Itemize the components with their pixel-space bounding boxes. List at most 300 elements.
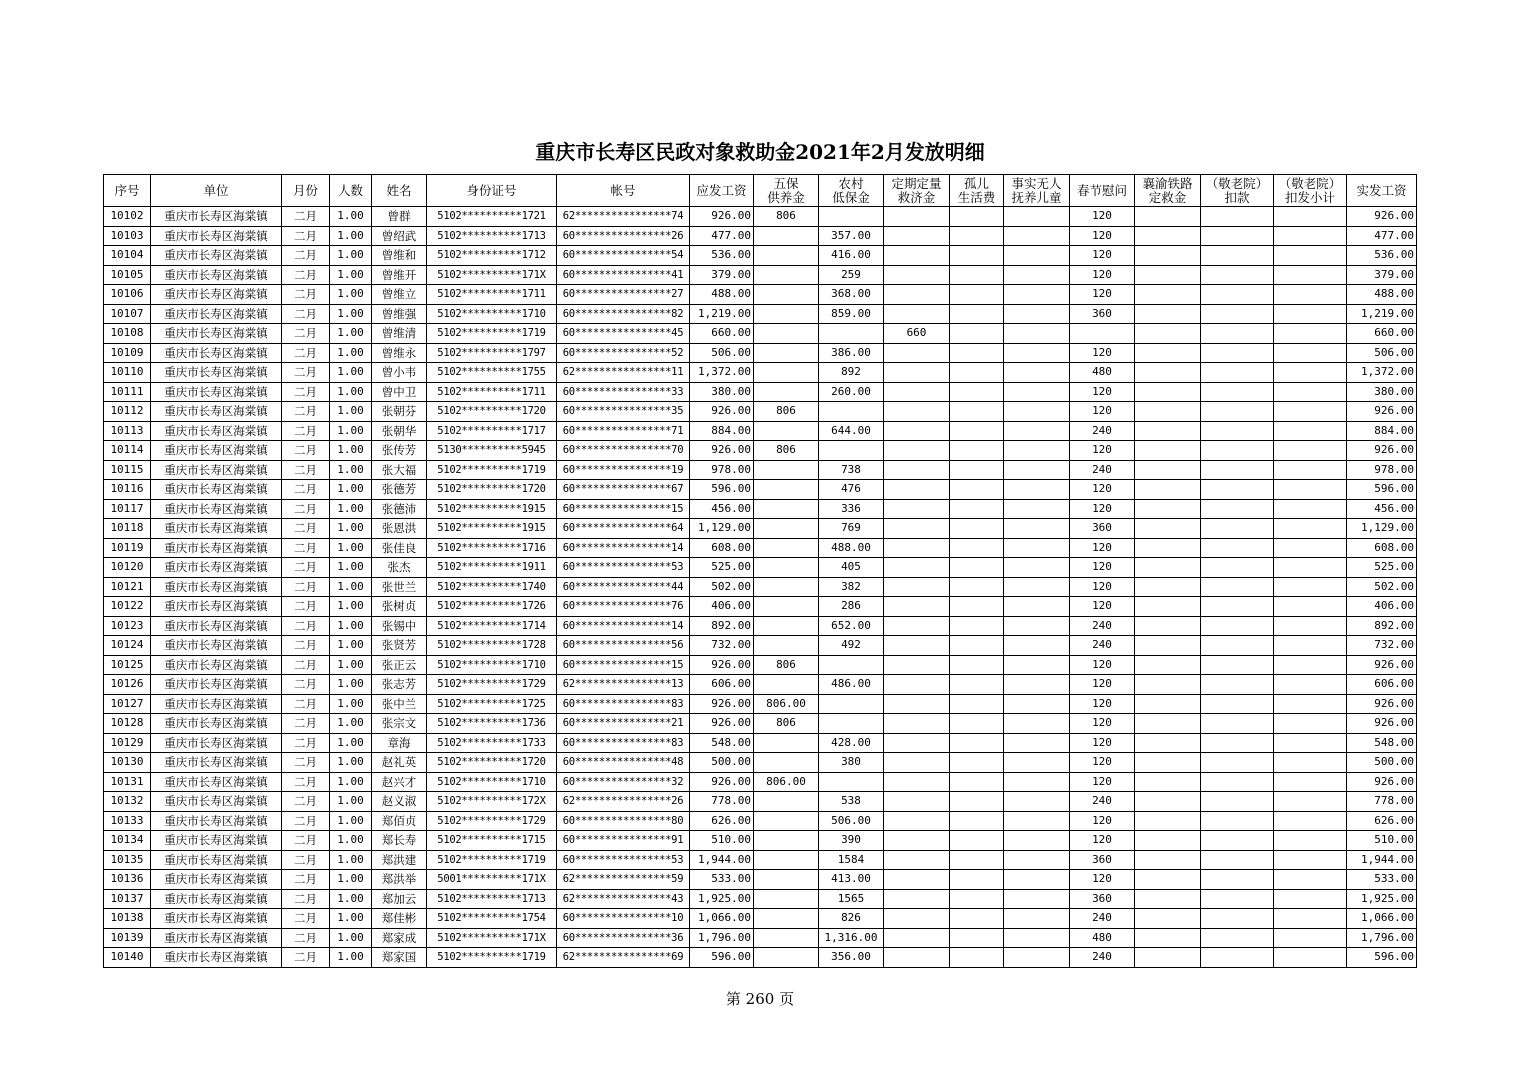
cell-col-name: 张志芳 [372,675,427,695]
cell-col-dingqi [884,655,950,675]
cell-col-unit: 重庆市长寿区海棠镇 [151,226,282,246]
cell-col-jly-deduct [1201,441,1274,461]
cell-col-unit: 重庆市长寿区海棠镇 [151,402,282,422]
cell-col-spring: 240 [1070,948,1135,968]
cell-col-jly-subtotal [1274,870,1347,890]
page-title: 重庆市长寿区民政对象救助金2021年2月发放明细 [535,140,985,164]
cell-col-wubao [754,870,819,890]
cell-col-actual: 506.00 [1347,343,1417,363]
cell-col-count: 1.00 [330,402,372,422]
cell-col-spring: 120 [1070,597,1135,617]
cell-col-xiangyu [1135,246,1201,266]
cell-col-dingqi [884,499,950,519]
cell-col-jly-subtotal [1274,343,1347,363]
cell-col-shishi [1004,382,1070,402]
cell-col-shishi [1004,343,1070,363]
cell-col-payable: 626.00 [690,811,754,831]
cell-col-id: 5102**********1720 [427,480,557,500]
cell-col-id: 5102**********1754 [427,909,557,929]
cell-col-id: 5102**********1719 [427,324,557,344]
cell-col-jly-deduct [1201,207,1274,227]
cell-col-jly-subtotal [1274,597,1347,617]
cell-col-shishi [1004,616,1070,636]
cell-col-payable: 606.00 [690,675,754,695]
cell-col-dibao: 486.00 [819,675,884,695]
cell-col-unit: 重庆市长寿区海棠镇 [151,811,282,831]
cell-col-dingqi [884,714,950,734]
cell-col-name: 张杰 [372,558,427,578]
table-row [104,304,1417,324]
cell-col-spring: 120 [1070,675,1135,695]
cell-col-id: 5102**********1710 [427,304,557,324]
cell-col-dingqi [884,382,950,402]
cell-col-jly-deduct [1201,226,1274,246]
cell-col-dibao: 506.00 [819,811,884,831]
cell-col-orphan [950,655,1004,675]
cell-col-jly-subtotal [1274,675,1347,695]
cell-col-orphan [950,480,1004,500]
cell-col-seq: 10106 [104,285,151,305]
cell-col-month: 二月 [282,850,330,870]
cell-col-id: 5130**********5945 [427,441,557,461]
cell-col-dibao: 652.00 [819,616,884,636]
cell-col-month: 二月 [282,499,330,519]
cell-col-unit: 重庆市长寿区海棠镇 [151,480,282,500]
cell-col-dibao [819,324,884,344]
cell-col-actual: 502.00 [1347,577,1417,597]
cell-col-account: 60****************48 [557,753,690,773]
cell-col-unit: 重庆市长寿区海棠镇 [151,616,282,636]
cell-col-jly-subtotal [1274,948,1347,968]
cell-col-jly-deduct [1201,831,1274,851]
cell-col-jly-deduct [1201,343,1274,363]
cell-col-spring: 240 [1070,792,1135,812]
cell-col-seq: 10126 [104,675,151,695]
cell-col-seq: 10139 [104,928,151,948]
cell-col-shishi [1004,831,1070,851]
cell-col-orphan [950,207,1004,227]
cell-col-xiangyu [1135,597,1201,617]
cell-col-month: 二月 [282,811,330,831]
cell-col-month: 二月 [282,519,330,539]
cell-col-jly-subtotal [1274,226,1347,246]
cell-col-shishi [1004,694,1070,714]
cell-col-unit: 重庆市长寿区海棠镇 [151,207,282,227]
cell-col-seq: 10123 [104,616,151,636]
cell-col-xiangyu [1135,928,1201,948]
table-row [104,421,1417,441]
cell-col-jly-deduct [1201,753,1274,773]
cell-col-jly-deduct [1201,421,1274,441]
cell-col-wubao [754,792,819,812]
cell-col-shishi [1004,207,1070,227]
header-row [104,175,1417,207]
cell-col-jly-deduct [1201,519,1274,539]
cell-col-orphan [950,538,1004,558]
cell-col-payable: 488.00 [690,285,754,305]
cell-col-xiangyu [1135,850,1201,870]
cell-col-xiangyu [1135,285,1201,305]
cell-col-jly-deduct [1201,265,1274,285]
cell-col-payable: 608.00 [690,538,754,558]
cell-col-jly-subtotal [1274,616,1347,636]
cell-col-account: 62****************26 [557,792,690,812]
cell-col-actual: 525.00 [1347,558,1417,578]
cell-col-name: 郑家成 [372,928,427,948]
cell-col-orphan [950,363,1004,383]
cell-col-count: 1.00 [330,909,372,929]
table-row [104,792,1417,812]
cell-col-payable: 380.00 [690,382,754,402]
cell-col-seq: 10128 [104,714,151,734]
table-row [104,538,1417,558]
cell-col-dibao [819,207,884,227]
cell-col-jly-deduct [1201,597,1274,617]
cell-col-payable: 660.00 [690,324,754,344]
cell-col-jly-deduct [1201,733,1274,753]
cell-col-shishi [1004,772,1070,792]
cell-col-dibao: 488.00 [819,538,884,558]
cell-col-jly-subtotal [1274,538,1347,558]
cell-col-jly-deduct [1201,324,1274,344]
cell-col-payable: 406.00 [690,597,754,617]
cell-col-shishi [1004,948,1070,968]
cell-col-spring: 120 [1070,246,1135,266]
cell-col-actual: 596.00 [1347,948,1417,968]
cell-col-actual: 926.00 [1347,441,1417,461]
cell-col-shishi [1004,226,1070,246]
cell-col-shishi [1004,304,1070,324]
cell-col-orphan [950,558,1004,578]
header-col-dingqi: 定期定量 救济金 [884,175,950,207]
cell-col-month: 二月 [282,772,330,792]
header-col-payable: 应发工资 [690,175,754,207]
table-row [104,889,1417,909]
cell-col-dingqi [884,889,950,909]
table-row [104,870,1417,890]
cell-col-seq: 10109 [104,343,151,363]
cell-col-jly-deduct [1201,870,1274,890]
cell-col-dingqi [884,675,950,695]
table-row [104,675,1417,695]
cell-col-jly-subtotal [1274,460,1347,480]
cell-col-wubao [754,246,819,266]
cell-col-spring: 120 [1070,499,1135,519]
cell-col-month: 二月 [282,304,330,324]
cell-col-account: 60****************26 [557,226,690,246]
cell-col-orphan [950,499,1004,519]
cell-col-month: 二月 [282,616,330,636]
cell-col-jly-deduct [1201,772,1274,792]
cell-col-actual: 660.00 [1347,324,1417,344]
cell-col-id: 5102**********1713 [427,889,557,909]
cell-col-wubao [754,363,819,383]
cell-col-payable: 525.00 [690,558,754,578]
cell-col-unit: 重庆市长寿区海棠镇 [151,246,282,266]
cell-col-name: 张朝华 [372,421,427,441]
cell-col-spring: 240 [1070,616,1135,636]
cell-col-count: 1.00 [330,577,372,597]
cell-col-wubao [754,850,819,870]
cell-col-orphan [950,850,1004,870]
cell-col-jly-deduct [1201,655,1274,675]
cell-col-seq: 10138 [104,909,151,929]
table-row [104,753,1417,773]
cell-col-month: 二月 [282,792,330,812]
cell-col-count: 1.00 [330,499,372,519]
cell-col-account: 60****************91 [557,831,690,851]
cell-col-spring: 120 [1070,226,1135,246]
cell-col-jly-deduct [1201,246,1274,266]
cell-col-wubao [754,382,819,402]
cell-col-actual: 477.00 [1347,226,1417,246]
cell-col-dingqi [884,616,950,636]
cell-col-dingqi [884,402,950,422]
cell-col-count: 1.00 [330,889,372,909]
cell-col-account: 60****************35 [557,402,690,422]
cell-col-orphan [950,636,1004,656]
cell-col-id: 5102**********1719 [427,850,557,870]
cell-col-unit: 重庆市长寿区海棠镇 [151,558,282,578]
cell-col-month: 二月 [282,441,330,461]
cell-col-wubao [754,421,819,441]
cell-col-spring [1070,324,1135,344]
cell-col-count: 1.00 [330,675,372,695]
cell-col-payable: 926.00 [690,772,754,792]
cell-col-orphan [950,402,1004,422]
table-row [104,324,1417,344]
cell-col-orphan [950,577,1004,597]
table-row [104,441,1417,461]
cell-col-unit: 重庆市长寿区海棠镇 [151,850,282,870]
cell-col-name: 曾小韦 [372,363,427,383]
cell-col-unit: 重庆市长寿区海棠镇 [151,636,282,656]
cell-col-shishi [1004,460,1070,480]
cell-col-jly-subtotal [1274,265,1347,285]
cell-col-xiangyu [1135,675,1201,695]
cell-col-jly-deduct [1201,909,1274,929]
cell-col-name: 郑洪建 [372,850,427,870]
cell-col-orphan [950,948,1004,968]
cell-col-name: 郑家国 [372,948,427,968]
cell-col-id: 5102**********1715 [427,831,557,851]
cell-col-payable: 892.00 [690,616,754,636]
cell-col-seq: 10133 [104,811,151,831]
cell-col-dibao: 386.00 [819,343,884,363]
cell-col-jly-deduct [1201,928,1274,948]
cell-col-actual: 510.00 [1347,831,1417,851]
cell-col-seq: 10114 [104,441,151,461]
cell-col-spring: 120 [1070,207,1135,227]
cell-col-xiangyu [1135,421,1201,441]
cell-col-dibao: 1584 [819,850,884,870]
cell-col-xiangyu [1135,733,1201,753]
cell-col-month: 二月 [282,831,330,851]
cell-col-xiangyu [1135,363,1201,383]
cell-col-orphan [950,265,1004,285]
table-row [104,285,1417,305]
cell-col-dibao [819,714,884,734]
cell-col-actual: 884.00 [1347,421,1417,441]
cell-col-account: 60****************67 [557,480,690,500]
cell-col-jly-deduct [1201,285,1274,305]
cell-col-seq: 10110 [104,363,151,383]
cell-col-seq: 10119 [104,538,151,558]
cell-col-wubao: 806 [754,441,819,461]
cell-col-count: 1.00 [330,772,372,792]
cell-col-seq: 10127 [104,694,151,714]
cell-col-id: 5102**********1716 [427,538,557,558]
cell-col-dibao: 826 [819,909,884,929]
cell-col-account: 62****************74 [557,207,690,227]
cell-col-dibao: 416.00 [819,246,884,266]
cell-col-xiangyu [1135,460,1201,480]
cell-col-month: 二月 [282,265,330,285]
cell-col-dibao: 259 [819,265,884,285]
cell-col-payable: 477.00 [690,226,754,246]
cell-col-account: 60****************15 [557,499,690,519]
cell-col-shishi [1004,324,1070,344]
cell-col-shishi [1004,246,1070,266]
cell-col-actual: 1,129.00 [1347,519,1417,539]
cell-col-month: 二月 [282,382,330,402]
cell-col-payable: 884.00 [690,421,754,441]
cell-col-spring: 240 [1070,421,1135,441]
cell-col-dibao [819,402,884,422]
table-row [104,850,1417,870]
cell-col-dingqi [884,519,950,539]
cell-col-shishi [1004,577,1070,597]
cell-col-dingqi [884,694,950,714]
cell-col-name: 张正云 [372,655,427,675]
cell-col-shishi [1004,519,1070,539]
cell-col-dingqi [884,636,950,656]
cell-col-unit: 重庆市长寿区海棠镇 [151,870,282,890]
cell-col-jly-deduct [1201,675,1274,695]
cell-col-actual: 926.00 [1347,655,1417,675]
cell-col-unit: 重庆市长寿区海棠镇 [151,928,282,948]
header-col-month: 月份 [282,175,330,207]
cell-col-dingqi [884,792,950,812]
cell-col-spring: 120 [1070,831,1135,851]
cell-col-wubao [754,499,819,519]
cell-col-actual: 379.00 [1347,265,1417,285]
cell-col-spring: 120 [1070,402,1135,422]
cell-col-seq: 10118 [104,519,151,539]
cell-col-payable: 1,066.00 [690,909,754,929]
cell-col-dingqi [884,850,950,870]
cell-col-payable: 926.00 [690,441,754,461]
cell-col-orphan [950,460,1004,480]
cell-col-jly-subtotal [1274,694,1347,714]
cell-col-id: 5001**********171X [427,870,557,890]
cell-col-unit: 重庆市长寿区海棠镇 [151,304,282,324]
cell-col-payable: 778.00 [690,792,754,812]
header-col-actual: 实发工资 [1347,175,1417,207]
cell-col-wubao [754,909,819,929]
cell-col-xiangyu [1135,753,1201,773]
cell-col-id: 5102**********1711 [427,382,557,402]
cell-col-seq: 10103 [104,226,151,246]
cell-col-actual: 608.00 [1347,538,1417,558]
cell-col-jly-subtotal [1274,577,1347,597]
cell-col-unit: 重庆市长寿区海棠镇 [151,753,282,773]
cell-col-account: 60****************54 [557,246,690,266]
cell-col-count: 1.00 [330,363,372,383]
cell-col-payable: 596.00 [690,948,754,968]
cell-col-seq: 10112 [104,402,151,422]
cell-col-dingqi [884,909,950,929]
cell-col-spring: 120 [1070,694,1135,714]
cell-col-name: 曾维立 [372,285,427,305]
cell-col-id: 5102**********1797 [427,343,557,363]
cell-col-actual: 926.00 [1347,772,1417,792]
cell-col-wubao [754,265,819,285]
cell-col-account: 60****************53 [557,558,690,578]
cell-col-payable: 926.00 [690,207,754,227]
cell-col-seq: 10121 [104,577,151,597]
cell-col-dingqi: 660 [884,324,950,344]
header-col-orphan: 孤儿 生活费 [950,175,1004,207]
cell-col-month: 二月 [282,285,330,305]
cell-col-dingqi [884,753,950,773]
cell-col-dingqi [884,421,950,441]
cell-col-payable: 500.00 [690,753,754,773]
cell-col-dibao: 390 [819,831,884,851]
cell-col-payable: 1,219.00 [690,304,754,324]
cell-col-name: 曾维和 [372,246,427,266]
cell-col-account: 60****************53 [557,850,690,870]
table-row [104,265,1417,285]
table-row [104,928,1417,948]
cell-col-payable: 1,796.00 [690,928,754,948]
cell-col-dibao: 368.00 [819,285,884,305]
table-row [104,655,1417,675]
cell-col-count: 1.00 [330,285,372,305]
header-col-wubao: 五保 供养金 [754,175,819,207]
cell-col-dingqi [884,831,950,851]
cell-col-spring: 240 [1070,460,1135,480]
cell-col-dibao: 769 [819,519,884,539]
cell-col-wubao [754,675,819,695]
header-col-name: 姓名 [372,175,427,207]
cell-col-payable: 533.00 [690,870,754,890]
cell-col-shishi [1004,558,1070,578]
cell-col-orphan [950,304,1004,324]
cell-col-unit: 重庆市长寿区海棠镇 [151,499,282,519]
cell-col-actual: 500.00 [1347,753,1417,773]
cell-col-actual: 456.00 [1347,499,1417,519]
cell-col-spring: 480 [1070,928,1135,948]
cell-col-dibao: 357.00 [819,226,884,246]
cell-col-spring: 360 [1070,519,1135,539]
cell-col-wubao [754,928,819,948]
cell-col-xiangyu [1135,831,1201,851]
cell-col-xiangyu [1135,636,1201,656]
cell-col-count: 1.00 [330,928,372,948]
cell-col-name: 张佳良 [372,538,427,558]
table-row [104,363,1417,383]
cell-col-id: 5102**********1711 [427,285,557,305]
cell-col-spring: 120 [1070,480,1135,500]
cell-col-orphan [950,792,1004,812]
cell-col-name: 郑佰贞 [372,811,427,831]
cell-col-account: 60****************83 [557,733,690,753]
cell-col-month: 二月 [282,753,330,773]
cell-col-xiangyu [1135,538,1201,558]
cell-col-actual: 1,066.00 [1347,909,1417,929]
table-row [104,636,1417,656]
